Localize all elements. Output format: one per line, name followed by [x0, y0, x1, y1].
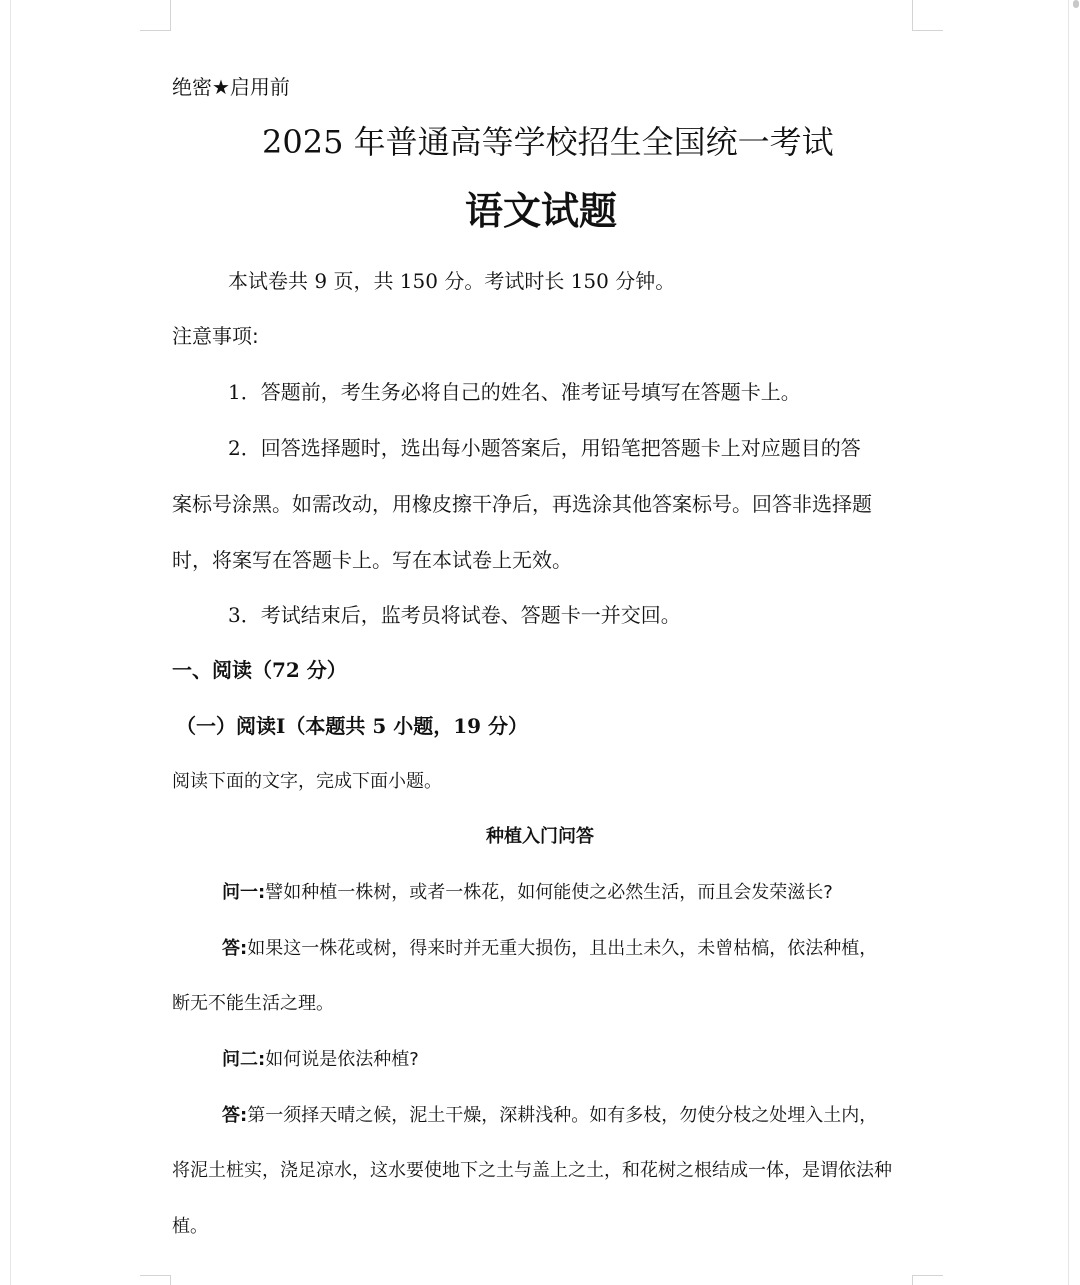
scrollbar-thumb[interactable] — [1073, 0, 1079, 8]
note-item-3: 3．考试结束后，监考员将试卷、答题卡一并交回。 — [228, 603, 681, 627]
question-label: 问一: — [222, 882, 266, 903]
vertical-scrollbar[interactable] — [1072, 0, 1080, 1285]
confidentiality-label: 绝密★启用前 — [172, 75, 290, 99]
answer-1-line-2: 断无不能生活之理。 — [172, 993, 334, 1014]
answer-2-line-2: 将泥土桩实，浇足凉水，这水要使地下之土与盖上之土，和花树之根结成一体，是谓依法种 — [172, 1160, 892, 1181]
answer-label: 答: — [222, 938, 248, 959]
note-item-2-line-3: 时，将案写在答题卡上。写在本试卷上无效。 — [172, 548, 572, 572]
question-text: 如何说是依法种植? — [265, 1049, 419, 1070]
crop-mark-bottom-right — [912, 1275, 943, 1285]
question-text: 譬如种植一株树，或者一株花，如何能使之必然生活，而且会发荣滋长? — [265, 882, 833, 903]
subsection-heading: （一）阅读I（本题共 5 小题，19 分） — [176, 714, 528, 738]
exam-intro: 本试卷共 9 页，共 150 分。考试时长 150 分钟。 — [228, 269, 676, 293]
question-2 — [222, 1046, 419, 1074]
article-title: 种植入门问答 — [486, 826, 594, 847]
crop-mark-top-left — [140, 0, 171, 31]
note-item-1: 1．答题前，考生务必将自己的姓名、准考证号填写在答题卡上。 — [228, 380, 801, 404]
answer-1-line-1 — [222, 935, 877, 963]
question-label: 问二: — [222, 1049, 266, 1070]
answer-text: 如果这一株花或树，得来时并无重大损伤，且出土未久，未曾枯槁，依法种植， — [247, 938, 878, 959]
answer-label: 答: — [222, 1105, 248, 1126]
page-left-edge — [10, 0, 11, 1285]
subject-title: 语文试题 — [465, 189, 618, 233]
page-right-edge — [1068, 0, 1069, 1285]
crop-mark-bottom-left — [140, 1275, 171, 1285]
answer-text: 第一须择天晴之候，泥土干燥，深耕浅种。如有多枝，勿使分枝之处埋入土内， — [247, 1105, 878, 1126]
note-item-2-line-2: 案标号涂黑。如需改动，用橡皮擦干净后，再选涂其他答案标号。回答非选择题 — [172, 492, 872, 516]
section-heading: 一、阅读（72 分） — [172, 658, 347, 682]
notes-heading: 注意事项: — [172, 324, 259, 348]
answer-2-line-1 — [222, 1102, 877, 1130]
reading-instruction: 阅读下面的文字，完成下面小题。 — [172, 771, 442, 792]
exam-title: 2025 年普通高等学校招生全国统一考试 — [262, 123, 834, 161]
question-1 — [222, 879, 833, 907]
crop-mark-top-right — [912, 0, 943, 31]
answer-2-line-3: 植。 — [172, 1216, 208, 1237]
note-item-2-line-1: 2．回答选择题时，选出每小题答案后，用铅笔把答题卡上对应题目的答 — [228, 436, 861, 460]
